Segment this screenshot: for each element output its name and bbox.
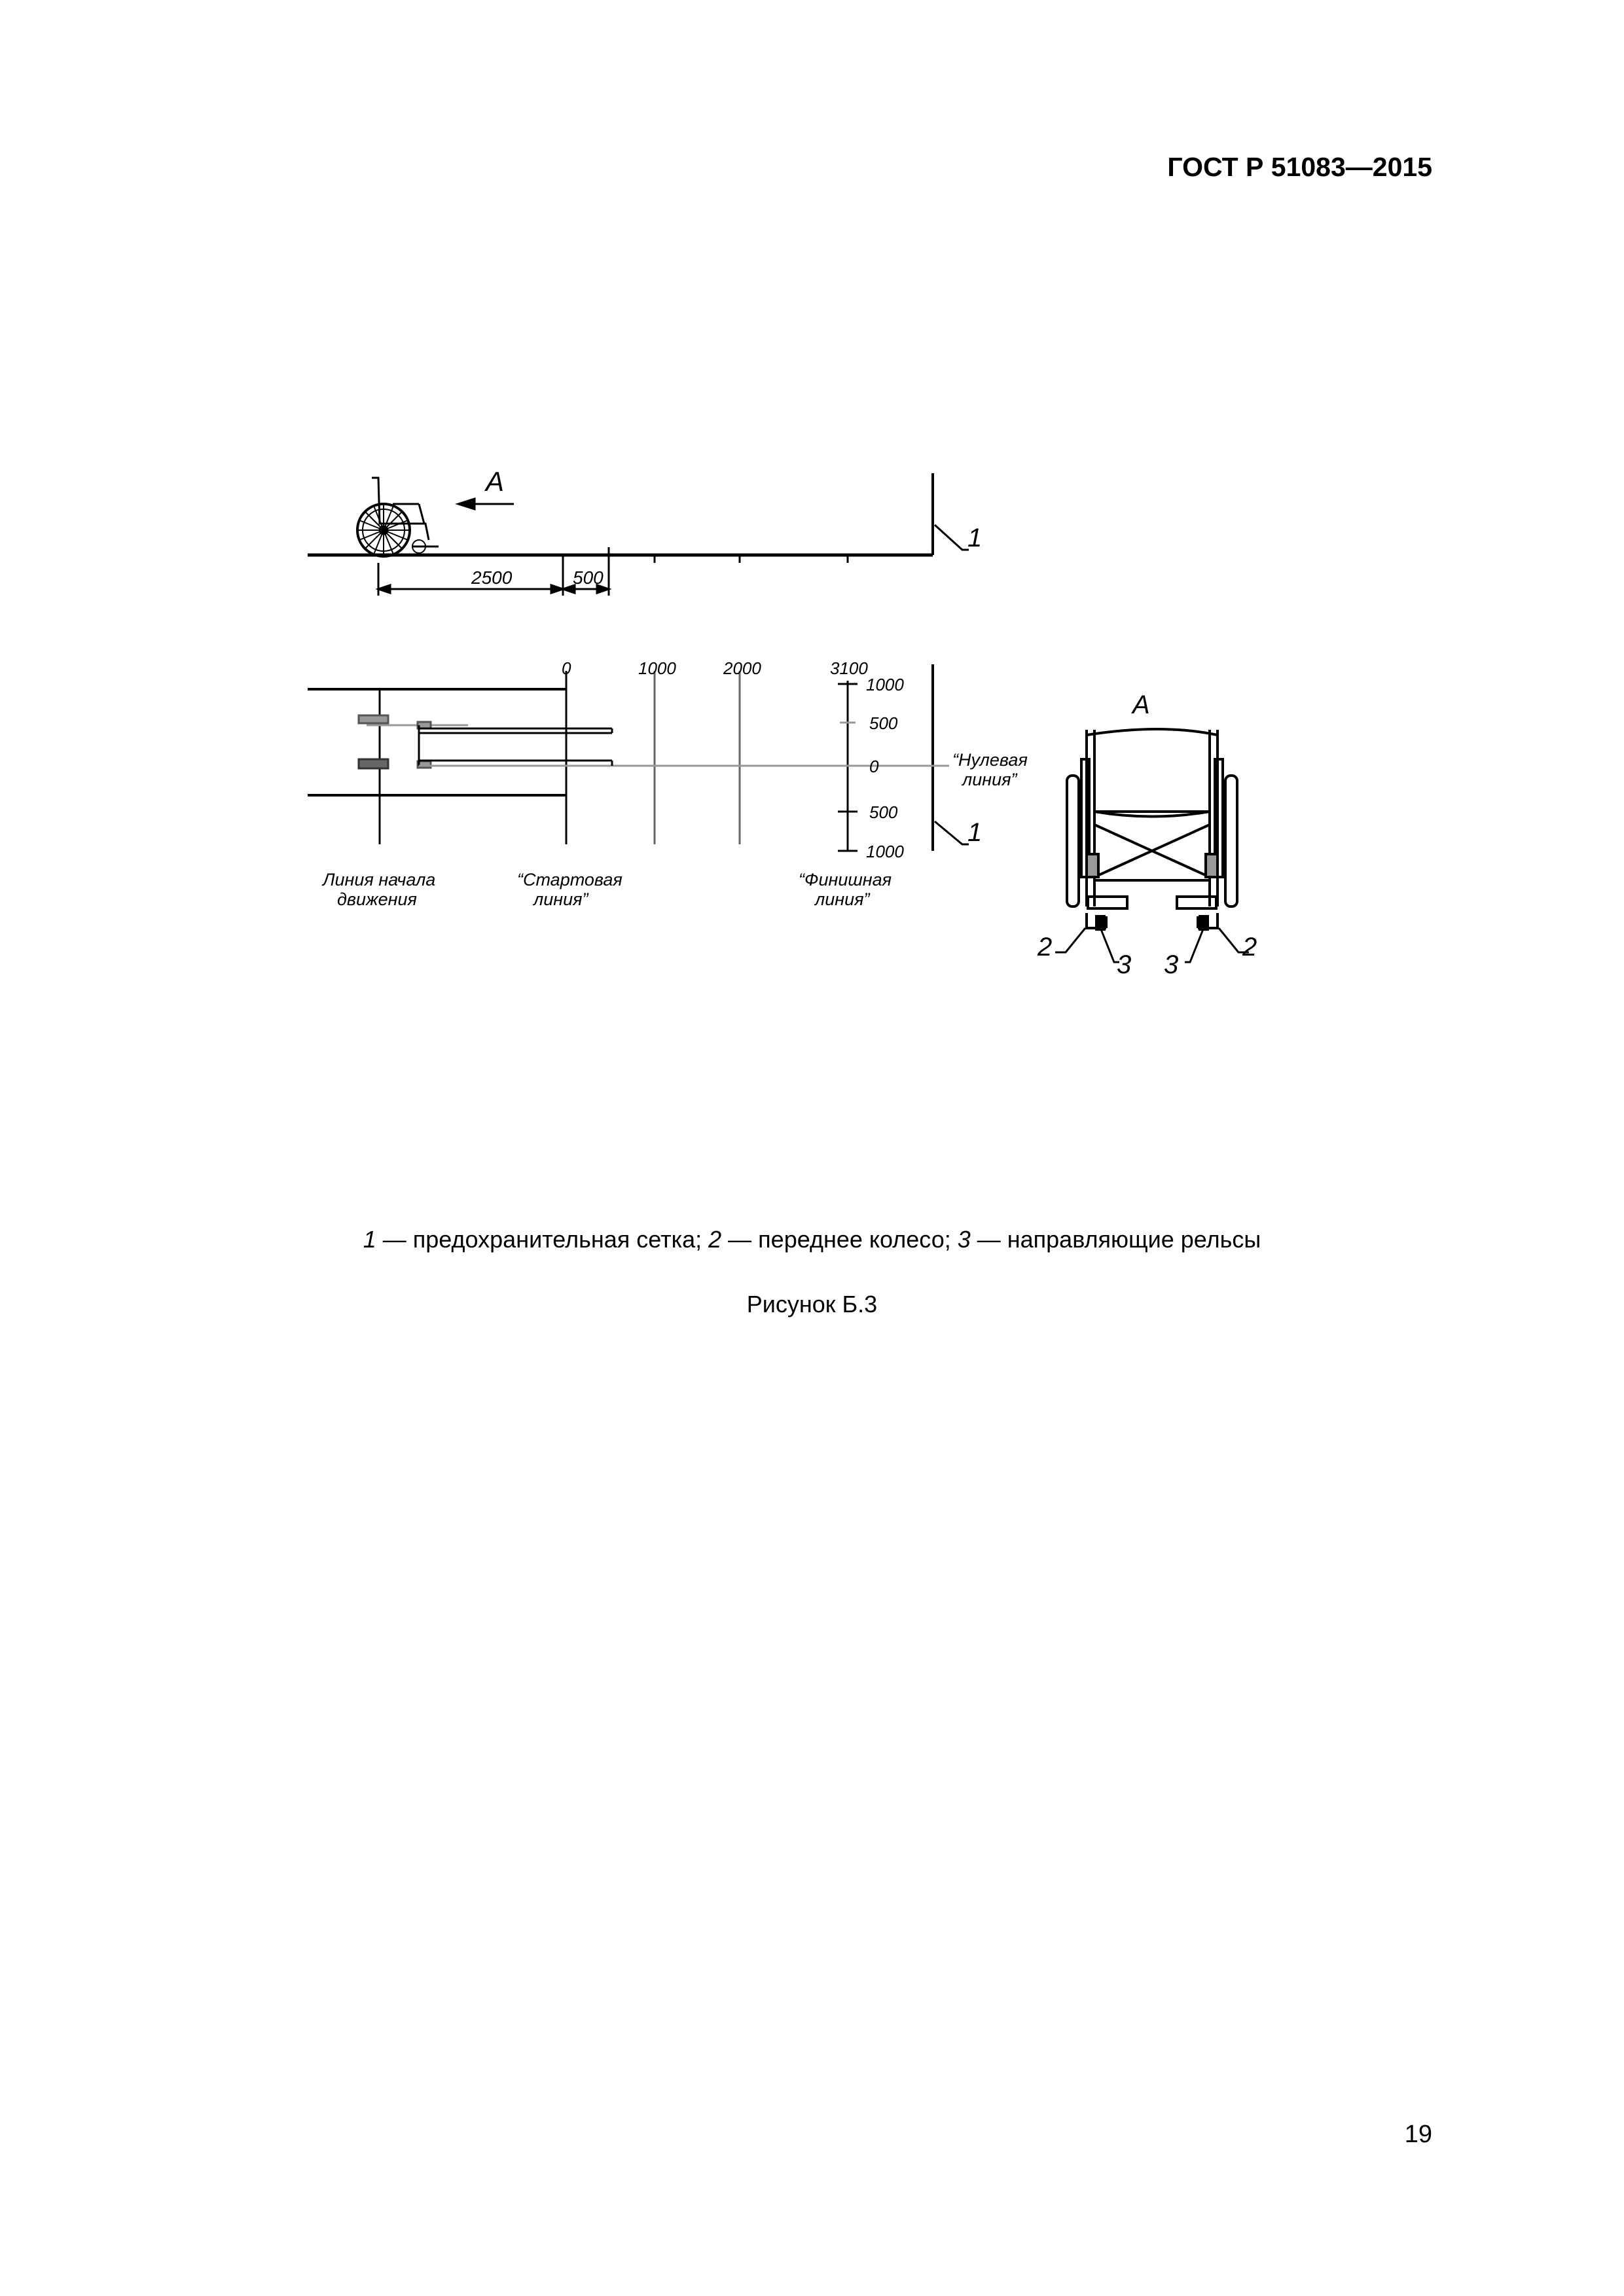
legend-text-2: — переднее колесо;	[721, 1226, 958, 1253]
figure-caption: Рисунок Б.3	[746, 1291, 878, 1318]
y-tick-1000-bottom: 1000	[866, 842, 904, 861]
dim-2500: 2500	[471, 567, 513, 588]
legend-text-3: — направляющие рельсы	[970, 1226, 1261, 1253]
callout-2-left: 2	[1038, 933, 1053, 961]
y-tick-500-top: 500	[869, 713, 898, 733]
wheelchair-plan-icon	[359, 715, 612, 768]
legend-num-3: 3	[957, 1226, 971, 1253]
figure-b3	[288, 458, 1283, 995]
label-a-top: А	[486, 466, 505, 497]
finish-line-label-2: линия”	[815, 889, 870, 909]
y-tick-1000-top: 1000	[866, 675, 904, 694]
callout-2-right: 2	[1242, 933, 1257, 961]
callout-3-left: 3	[1117, 950, 1132, 979]
legend-num-1: 1	[363, 1226, 376, 1253]
start-line-label-2: линия”	[533, 889, 588, 909]
callout-3-right: 3	[1164, 950, 1179, 979]
zero-line-label-1: “Нулевая	[952, 750, 1028, 770]
x-tick-3100: 3100	[830, 658, 868, 678]
document-code: ГОСТ Р 51083—2015	[1167, 152, 1432, 182]
x-tick-1000: 1000	[638, 658, 676, 678]
y-tick-500-bottom: 500	[869, 802, 898, 822]
figure-legend	[0, 1226, 1624, 1253]
wheelchair-front-view	[1067, 729, 1237, 929]
start-motion-label-2: движения	[337, 889, 417, 909]
x-tick-2000: 2000	[723, 658, 761, 678]
page-number: 19	[1404, 2121, 1432, 2148]
label-a-view: А	[1132, 691, 1150, 719]
legend-text-1: — предохранительная сетка;	[376, 1226, 709, 1253]
x-tick-0: 0	[562, 658, 571, 678]
figure-drawing	[288, 458, 1283, 995]
y-tick-0: 0	[869, 757, 879, 776]
callout-1-bottom: 1	[967, 818, 983, 847]
dim-500: 500	[573, 567, 604, 588]
callout-1-top: 1	[967, 524, 983, 552]
finish-line-label-1: “Финишная	[799, 870, 892, 889]
start-line-label-1: “Стартовая	[517, 870, 623, 889]
legend-num-2: 2	[708, 1226, 722, 1253]
wheelchair-side-icon	[357, 478, 439, 556]
zero-line-label-2: линия”	[962, 770, 1017, 789]
start-motion-label-1: Линия начала	[323, 870, 436, 889]
